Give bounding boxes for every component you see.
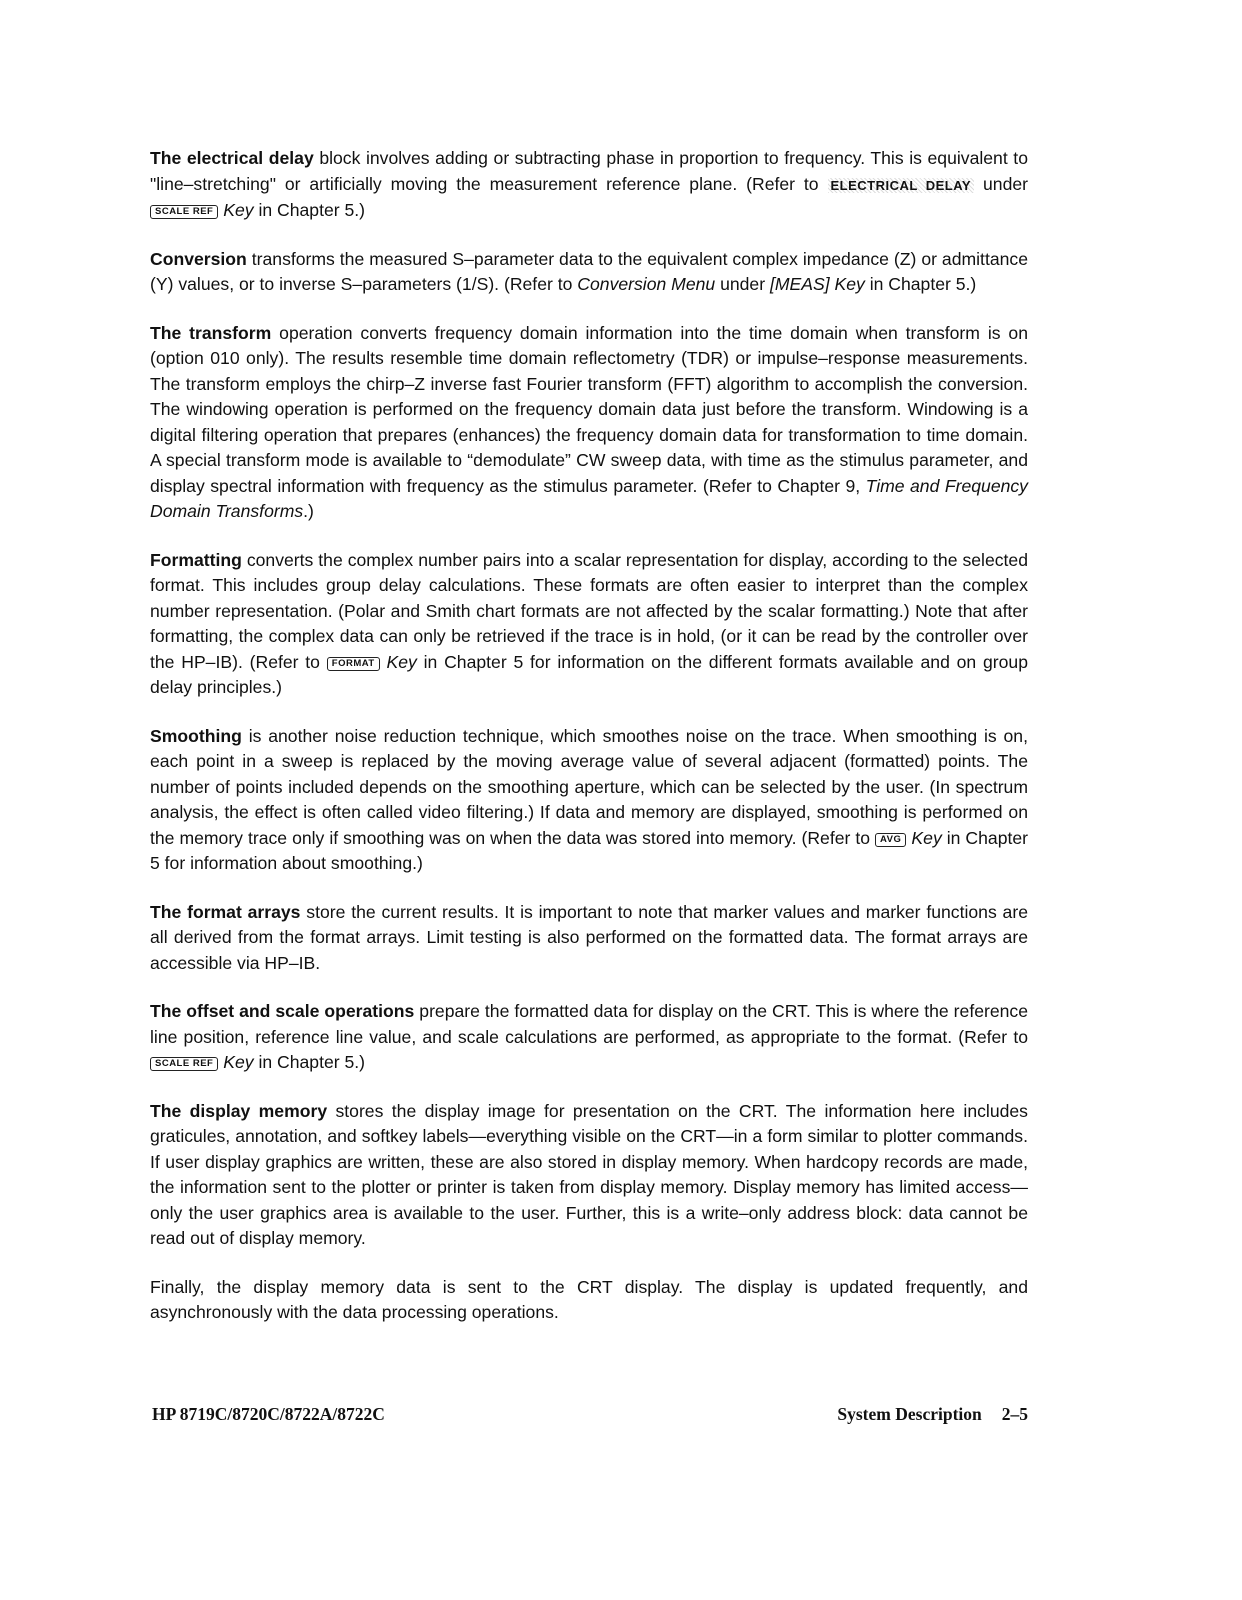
term-transform: The transform xyxy=(150,322,272,343)
term-display-memory: The display memory xyxy=(150,1100,328,1121)
body-text xyxy=(150,146,1028,1349)
text: store the current results. It is important to note that marker values and marker functions are all derived from the format arrays. Limit testing is also performed on the formatted data. The format arrays are accessible via HP–IB. xyxy=(150,901,1028,973)
page-number: 2–5 xyxy=(1001,1404,1028,1424)
hardkey-format: FORMAT xyxy=(327,657,380,671)
text: .) xyxy=(303,501,314,521)
hardkey-avg: AVG xyxy=(875,833,906,847)
italic-text: Key xyxy=(223,200,254,220)
footer-section: System Description xyxy=(837,1404,982,1424)
term-format-arrays: The format arrays xyxy=(150,901,301,922)
text: operation converts frequency domain information into the time domain when transform is on (option 010 only). The results resemble time domain reflectometry (TDR) or impulse–response measurements. The transform employs the chirp–Z inverse fast Fourier transform (FFT) algorithm to accomplish the conversion. The windowing operation is performed on the frequency domain data just before the transform. Windowing is a digital filtering operation that prepares (enhances) the frequency domain data for transformation to time domain. A special transform mode is available to “demodulate” CW sweep data, with time as the stimulus parameter, and display spectral information with frequency as the stimulus parameter. (Refer to Chapter 9, xyxy=(150,322,1028,496)
term-formatting: Formatting xyxy=(150,549,242,570)
text: in Chapter 5.) xyxy=(253,200,366,220)
paragraph-smoothing xyxy=(150,724,1028,877)
paragraph-formatting xyxy=(150,548,1028,701)
text: Finally, the display memory data is sent to the CRT display. The display is updated frequently, and asynchronously with the data processing operations. xyxy=(150,1276,1028,1322)
footer-model: HP 8719C/8720C/8722A/8722C xyxy=(152,1404,385,1424)
hardkey-scale-ref: SCALE REF xyxy=(150,1057,218,1071)
paragraph-offset-scale xyxy=(150,999,1028,1076)
italic-text: Conversion Menu xyxy=(577,274,716,294)
hardkey-scale-ref: SCALE REF xyxy=(150,205,218,219)
term-electrical-delay: The electrical delay xyxy=(150,148,314,168)
text: in Chapter 5.) xyxy=(253,1052,366,1072)
italic-text: Key xyxy=(386,651,417,672)
paragraph-finally xyxy=(150,1275,1028,1326)
text: stores the display image for presentation on the CRT. The information here includes graticules, annotation, and softkey labels—everything visible on the CRT—in a form similar to plotter commands. If user display graphics are written, these are also stored in display memory. When hardcopy records are made, the information sent to the plotter or printer is taken from display memory. Display memory has limited access—only the user graphics area is available to the user. Further, this is a write–only address block: data cannot be read out of display memory. xyxy=(150,1100,1028,1248)
softkey-label: ELECTRICAL DELAY xyxy=(828,178,975,193)
term-offset-scale: The offset and scale operations xyxy=(150,1001,415,1021)
text: in Chapter 5.) xyxy=(864,274,977,294)
text xyxy=(380,652,387,672)
text: block involves adding or subtracting phase in proportion to frequency. This is equivalent to "line–stretching" or artificially moving the measurement reference plane. (Refer to xyxy=(150,148,1028,194)
text: is another noise reduction technique, which smoothes noise on the trace. When smoothing is on, each point in a sweep is replaced by the moving average value of several adjacent (formatted) points. The number of points included depends on the smoothing aperture, which can be selected by the user. (In spectrum analysis, the effect is often called video filtering.) If data and memory are displayed, smoothing is performed on the memory trace only if smoothing was on when the data was stored into memory. (Refer to xyxy=(150,725,1028,848)
paragraph-display-memory xyxy=(150,1099,1028,1252)
paragraph-format-arrays xyxy=(150,900,1028,977)
term-conversion: Conversion xyxy=(150,248,247,269)
paragraph-transform xyxy=(150,321,1028,525)
paragraph-conversion xyxy=(150,247,1028,298)
paragraph-electrical-delay xyxy=(150,146,1028,224)
text: under xyxy=(715,274,770,294)
text: prepare the formatted data for display on the CRT. This is where the reference line position, reference line value, and scale calculations are performed, as appropriate to the format. (Refer to xyxy=(150,1001,1029,1047)
text: in Chapter 5 for information about smoothing.) xyxy=(150,827,1029,873)
italic-text: Time and Frequency Domain Transforms xyxy=(150,475,1028,521)
footer-right xyxy=(837,1404,1028,1425)
text: in Chapter 5 for information on the different formats available and on group delay principles.) xyxy=(150,651,1028,697)
text: under xyxy=(974,173,1028,194)
italic-text: Key xyxy=(911,827,942,848)
italic-text: [MEAS] Key xyxy=(769,274,865,294)
italic-text: Key xyxy=(223,1052,254,1072)
text: transforms the measured S–parameter data to the equivalent complex impedance (Z) or admittance (Y) values, or to inverse S–parameters (1/S). (Refer to xyxy=(150,248,1028,294)
text: converts the complex number pairs into a scalar representation for display, according to the selected format. This includes group delay calculations. These formats are often easier to interpret than the complex number representation. (Polar and Smith chart formats are not affected by the scalar formatting.) Note that after formatting, the complex data can only be retrieved if the trace is in hold, (or it can be read by the controller over the HP–IB). (Refer to xyxy=(150,549,1028,672)
term-smoothing: Smoothing xyxy=(150,725,242,746)
